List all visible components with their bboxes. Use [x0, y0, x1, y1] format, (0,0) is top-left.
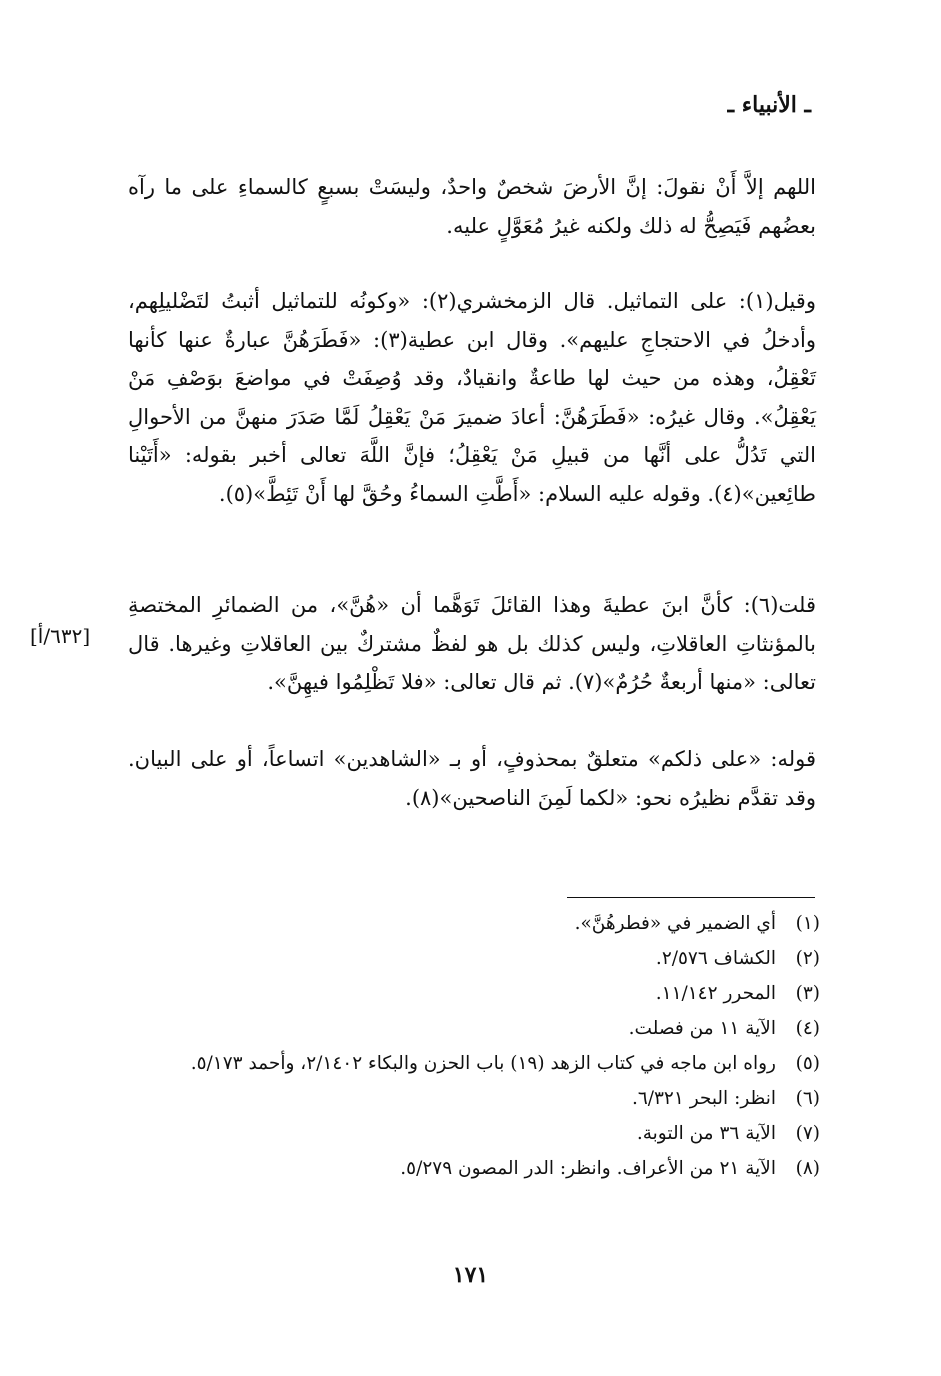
footnotes-list	[128, 906, 820, 1186]
footnote-number: (٧)	[795, 1123, 820, 1144]
footnote-1	[128, 906, 820, 941]
footnote-number: (٢)	[795, 948, 820, 969]
footnote-text: رواه ابن ماجه في كتاب الزهد (١٩) باب الحزن والبكاء ٢/١٤٠٢، وأحمد ٥/١٧٣.	[190, 1053, 776, 1074]
manuscript-folio-reference: [٦٣٢/أ]	[30, 624, 91, 648]
footnote-number: (٤)	[795, 1018, 820, 1039]
footnote-2	[128, 941, 820, 976]
running-header: ـ الأنبياء ـ	[727, 92, 811, 118]
footnote-text: الآية ١١ من فصلت.	[628, 1018, 776, 1039]
paragraph-2: وقيل(١): على التماثيل. قال الزمخشري(٢): «وكونُه للتماثيل أثبتُ لتَضْليلِهم، وأدخلُ في الاحتجاجِ عليهم». وقال ابن عطية(٣): «فَطَرَهُنَّ عبارةٌ عنها كأنها تَعْقِلُ، وهذه من حيث لها طاعةٌ وانقيادٌ، وقد وُصِفَتْ في مواضعَ بوَصْفِ مَنْ يَعْقِلُ». وقال غيرُه: «فَطَرَهُنَّ: أعادَ ضميرَ مَنْ يَعْقِلُ لَمَّا صَدَرَ منهنَّ من الأحوالِ التي تَدُلُّ على أنَّها من قبيلِ مَنْ يَعْقِلُ؛ فإنَّ اللَّهَ تعالى أخبر بقوله: «أَتَيْنا طائِعين»(٤). وقوله عليه السلام: «أَطَّتِ السماءُ وحُقَّ لها أَنْ تَئِطَّ»(٥).	[128, 289, 816, 506]
footnote-text: أي الضمير في «فطرهُنَّ».	[574, 913, 776, 934]
footnote-separator	[567, 897, 815, 898]
footnote-4	[128, 1011, 820, 1046]
footnote-number: (٨)	[795, 1158, 820, 1179]
footnote-text: انظر: البحر ٦/٣٢١.	[631, 1088, 776, 1109]
paragraph-4: قوله: «على ذلكم» متعلقٌ بمحذوفٍ، أو بـ «الشاهدين» اتساعاً، أو على البيان. وقد تقدَّم نظيرُه نحو: «لكما لَمِنَ الناصحين»(٨).	[128, 747, 816, 810]
footnote-5	[128, 1046, 820, 1081]
footnote-number: (٣)	[795, 983, 820, 1004]
footnote-number: (٥)	[795, 1053, 820, 1074]
footnote-6	[128, 1081, 820, 1116]
footnote-text: الكشاف ٢/٥٧٦.	[655, 948, 776, 969]
paragraph-1: اللهم إلاَّ أَنْ نقولَ: إنَّ الأرضَ شخصٌ واحدٌ، وليسَتْ بسبعٍ كالسماءِ على ما رآه بعضُهم فَيَصِحُّ له ذلك ولكنه غيرُ مُعَوَّلٍ عليه.	[128, 175, 816, 238]
footnote-3	[128, 976, 820, 1011]
paragraph-3: قلت(٦): كأنَّ ابنَ عطيةَ وهذا القائلَ تَوَهَّما أن «هُنَّ»، من الضمائرِ المختصةِ بالمؤنثاتِ العاقلاتِ، وليس كذلك بل هو لفظٌ مشتركٌ بين العاقلاتِ وغيرها. قال تعالى: «منها أربعةٌ حُرُمٌ»(٧). ثم قال تعالى: «فلا تَظْلِمُوا فيهِنَّ».	[128, 593, 816, 694]
footnote-number: (٦)	[795, 1088, 820, 1109]
footnote-7	[128, 1116, 820, 1151]
footnote-text: الآية ٣٦ من التوبة.	[636, 1123, 776, 1144]
footnote-text: الآية ٢١ من الأعراف. وانظر: الدر المصون ٥/٢٧٩.	[400, 1158, 776, 1179]
footnote-number: (١)	[795, 913, 820, 934]
page-number: ١٧١	[452, 1262, 489, 1288]
footnote-text: المحرر ١١/١٤٢.	[655, 983, 776, 1004]
footnote-8	[128, 1151, 820, 1186]
